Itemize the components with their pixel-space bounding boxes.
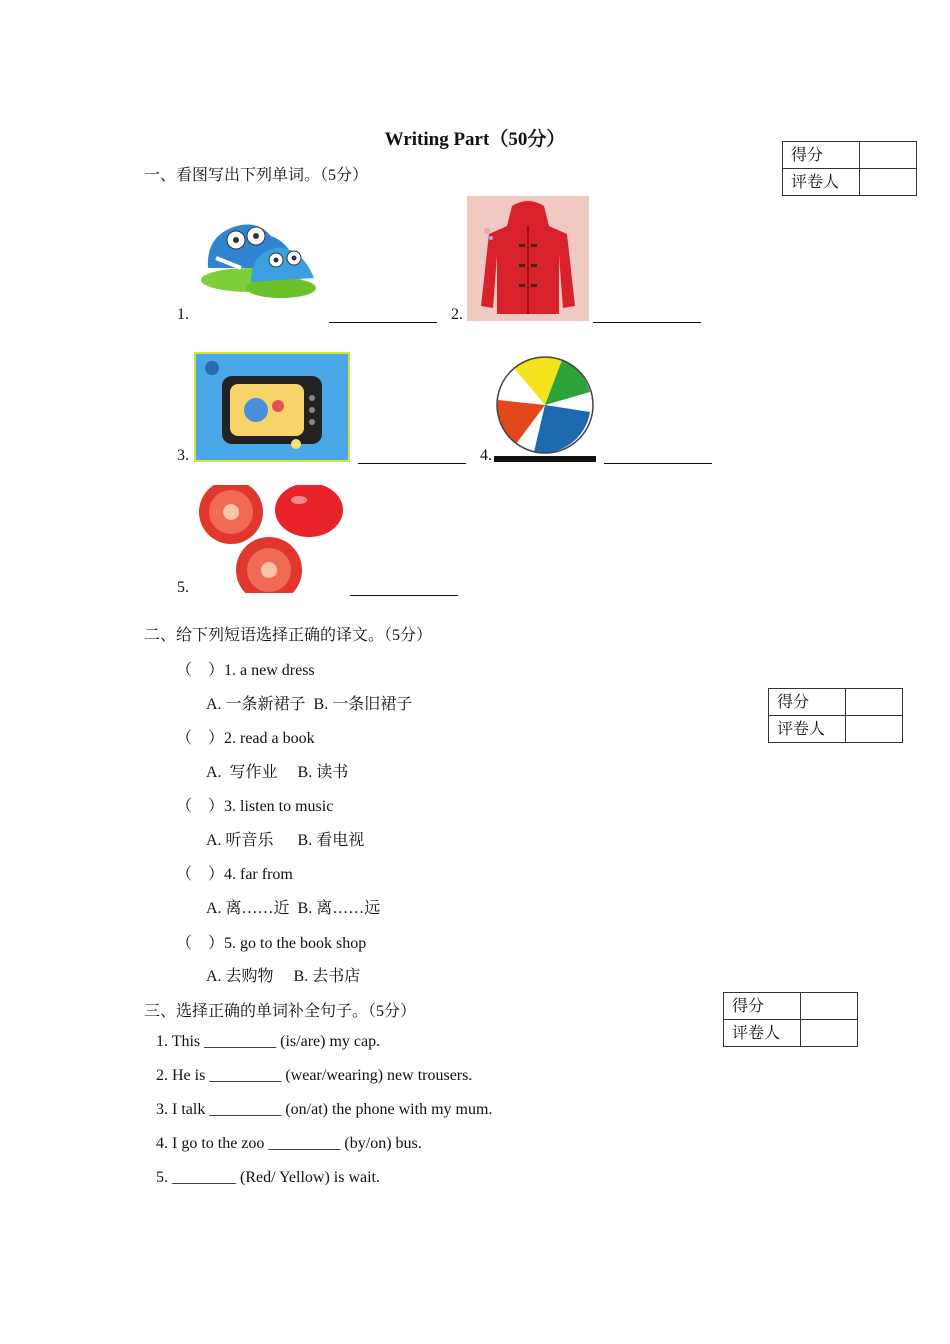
item-5-number: 5. (177, 579, 189, 596)
tv-image (194, 352, 350, 462)
item-1-number: 1. (177, 306, 189, 323)
s2-options-3: A. 听音乐 B. 看电视 (206, 832, 365, 849)
grader-label: 评卷人 (769, 716, 846, 743)
s3-sentence-2: 2. He is _________ (wear/wearing) new trousers. (156, 1067, 473, 1084)
section1-heading: 一、看图写出下列单词。（5分） (144, 167, 369, 184)
s2-question-4: （ ）4. far from (176, 866, 293, 883)
score-label: 得分 (783, 142, 860, 169)
item-1-blank[interactable] (329, 306, 437, 328)
page-title: Writing Part（50分） (384, 129, 566, 150)
score-box-1 (782, 141, 917, 196)
score-value[interactable] (860, 142, 917, 169)
score-label: 得分 (724, 993, 801, 1020)
section3-heading: 三、选择正确的单词补全句子。（5分） (144, 1003, 417, 1020)
item-2-number: 2. (451, 306, 463, 323)
tomatoes-image (196, 485, 346, 593)
s2-question-1: （ ）1. a new dress (176, 662, 315, 679)
s2-options-1: A. 一条新裙子 B. 一条旧裙子 (206, 696, 413, 713)
item-4-blank[interactable] (604, 447, 712, 469)
grader-label: 评卷人 (724, 1020, 801, 1047)
s3-sentence-4: 4. I go to the zoo _________ (by/on) bus. (156, 1135, 422, 1152)
s2-options-4: A. 离……近 B. 离……远 (206, 900, 381, 917)
s2-question-5: （ ）5. go to the book shop (176, 935, 367, 952)
score-label: 得分 (769, 689, 846, 716)
s3-sentence-5: 5. ________ (Red/ Yellow) is wait. (156, 1169, 380, 1186)
item-4-number: 4. (480, 447, 492, 464)
item-2-blank[interactable] (593, 306, 701, 328)
grader-value[interactable] (860, 169, 917, 196)
red-coat-image (467, 196, 589, 321)
s3-sentence-3: 3. I talk _________ (on/at) the phone with my mum. (156, 1101, 493, 1118)
item-3-number: 3. (177, 447, 189, 464)
beach-ball-image (494, 352, 596, 462)
grader-value[interactable] (801, 1020, 858, 1047)
item-5-blank[interactable] (350, 579, 458, 601)
grader-value[interactable] (846, 716, 903, 743)
section2-heading: 二、给下列短语选择正确的译文。（5分） (144, 627, 433, 644)
s2-question-3: （ ）3. listen to music (176, 798, 334, 815)
s2-options-2: A. 写作业 B. 读书 (206, 764, 349, 781)
score-box-3 (723, 992, 858, 1047)
score-value[interactable] (801, 993, 858, 1020)
score-value[interactable] (846, 689, 903, 716)
s2-options-5: A. 去购物 B. 去书店 (206, 968, 361, 985)
sneakers-image (196, 198, 320, 302)
s2-question-2: （ ）2. read a book (176, 730, 315, 747)
s3-sentence-1: 1. This _________ (is/are) my cap. (156, 1033, 381, 1050)
item-3-blank[interactable] (358, 447, 466, 469)
score-box-2 (768, 688, 903, 743)
grader-label: 评卷人 (783, 169, 860, 196)
